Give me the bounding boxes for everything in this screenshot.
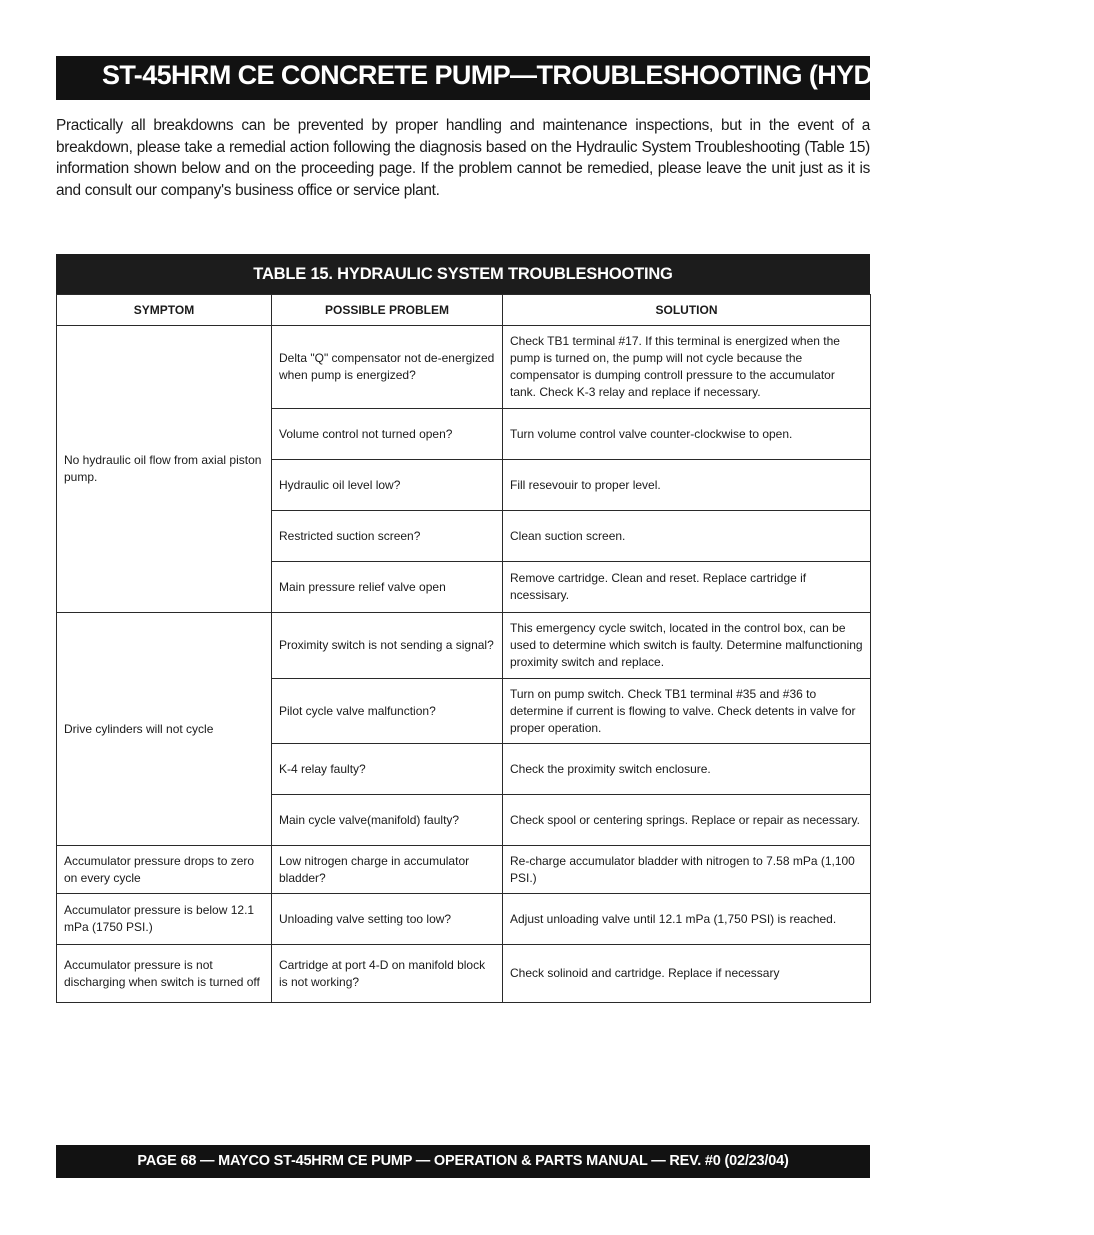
- solution-cell: Turn on pump switch. Check TB1 terminal #35 and #36 to determine if current is flowing to valve. Check detents in valve for proper operation.: [503, 679, 871, 744]
- problem-cell: Delta "Q" compensator not de-energized when pump is energized?: [272, 326, 503, 409]
- column-header-problem: POSSIBLE PROBLEM: [272, 295, 503, 326]
- solution-cell: Check the proximity switch enclosure.: [503, 744, 871, 795]
- solution-cell: Check solinoid and cartridge. Replace if necessary: [503, 945, 871, 1003]
- symptom-cell: No hydraulic oil flow from axial piston pump.: [57, 326, 272, 613]
- solution-cell: Remove cartridge. Clean and reset. Replace cartridge if ncessisary.: [503, 562, 871, 613]
- troubleshooting-table: [56, 254, 870, 1003]
- problem-cell: Hydraulic oil level low?: [272, 460, 503, 511]
- table-row: [57, 945, 871, 1003]
- column-header-symptom: SYMPTOM: [57, 295, 272, 326]
- solution-cell: Adjust unloading valve until 12.1 mPa (1,750 PSI) is reached.: [503, 894, 871, 945]
- table-body: [57, 326, 871, 1003]
- problem-cell: Cartridge at port 4-D on manifold block is not working?: [272, 945, 503, 1003]
- problem-cell: Restricted suction screen?: [272, 511, 503, 562]
- symptom-cell: Drive cylinders will not cycle: [57, 613, 272, 846]
- intro-paragraph: Practically all breakdowns can be prevented by proper handling and maintenance inspections, but in the event of a breakdown, please take a remedial action following the diagnosis based on the Hydraulic System Troubleshooting (Table 15) information shown below and on the proceeding page. If the problem cannot be remedied, please leave the unit just as it is and consult our company's business office or service plant.: [56, 117, 870, 199]
- solution-cell: Clean suction screen.: [503, 511, 871, 562]
- page-title-bar: [56, 56, 1094, 100]
- problem-cell: Main cycle valve(manifold) faulty?: [272, 795, 503, 846]
- page-footer: PAGE 68 — MAYCO ST-45HRM CE PUMP — OPERATION & PARTS MANUAL — REV. #0 (02/23/04): [56, 1145, 870, 1178]
- symptom-cell: Accumulator pressure drops to zero on every cycle: [57, 846, 272, 894]
- page-title: ST-45HRM CE CONCRETE PUMP—TROUBLESHOOTING (HYDRAULIC SYSTEM): [102, 60, 1094, 90]
- table-row: [57, 613, 871, 679]
- problem-cell: Unloading valve setting too low?: [272, 894, 503, 945]
- table-header-row: [57, 295, 871, 326]
- solution-cell: Fill resevouir to proper level.: [503, 460, 871, 511]
- solution-cell: This emergency cycle switch, located in the control box, can be used to determine which switch is faulty. Determine malfunctioning proximity switch and replace.: [503, 613, 871, 679]
- table-row: [57, 894, 871, 945]
- symptom-cell: Accumulator pressure is below 12.1 mPa (1750 PSI.): [57, 894, 272, 945]
- solution-cell: Check spool or centering springs. Replace or repair as necessary.: [503, 795, 871, 846]
- column-header-solution: SOLUTION: [503, 295, 871, 326]
- troubleshooting-grid: [56, 294, 871, 1003]
- problem-cell: Proximity switch is not sending a signal?: [272, 613, 503, 679]
- problem-cell: Low nitrogen charge in accumulator bladder?: [272, 846, 503, 894]
- table-row: [57, 326, 871, 409]
- solution-cell: Check TB1 terminal #17. If this terminal is energized when the pump is turned on, the pump will not cycle because the compensator is dumping controll pressure to the accumulator tank. Check K-3 relay and replace if necessary.: [503, 326, 871, 409]
- problem-cell: Main pressure relief valve open: [272, 562, 503, 613]
- symptom-cell: Accumulator pressure is not discharging when switch is turned off: [57, 945, 272, 1003]
- problem-cell: Pilot cycle valve malfunction?: [272, 679, 503, 744]
- solution-cell: Re-charge accumulator bladder with nitrogen to 7.58 mPa (1,100 PSI.): [503, 846, 871, 894]
- problem-cell: K-4 relay faulty?: [272, 744, 503, 795]
- solution-cell: Turn volume control valve counter-clockwise to open.: [503, 409, 871, 460]
- table-row: [57, 846, 871, 894]
- problem-cell: Volume control not turned open?: [272, 409, 503, 460]
- table-title: TABLE 15. HYDRAULIC SYSTEM TROUBLESHOOTING: [56, 254, 870, 294]
